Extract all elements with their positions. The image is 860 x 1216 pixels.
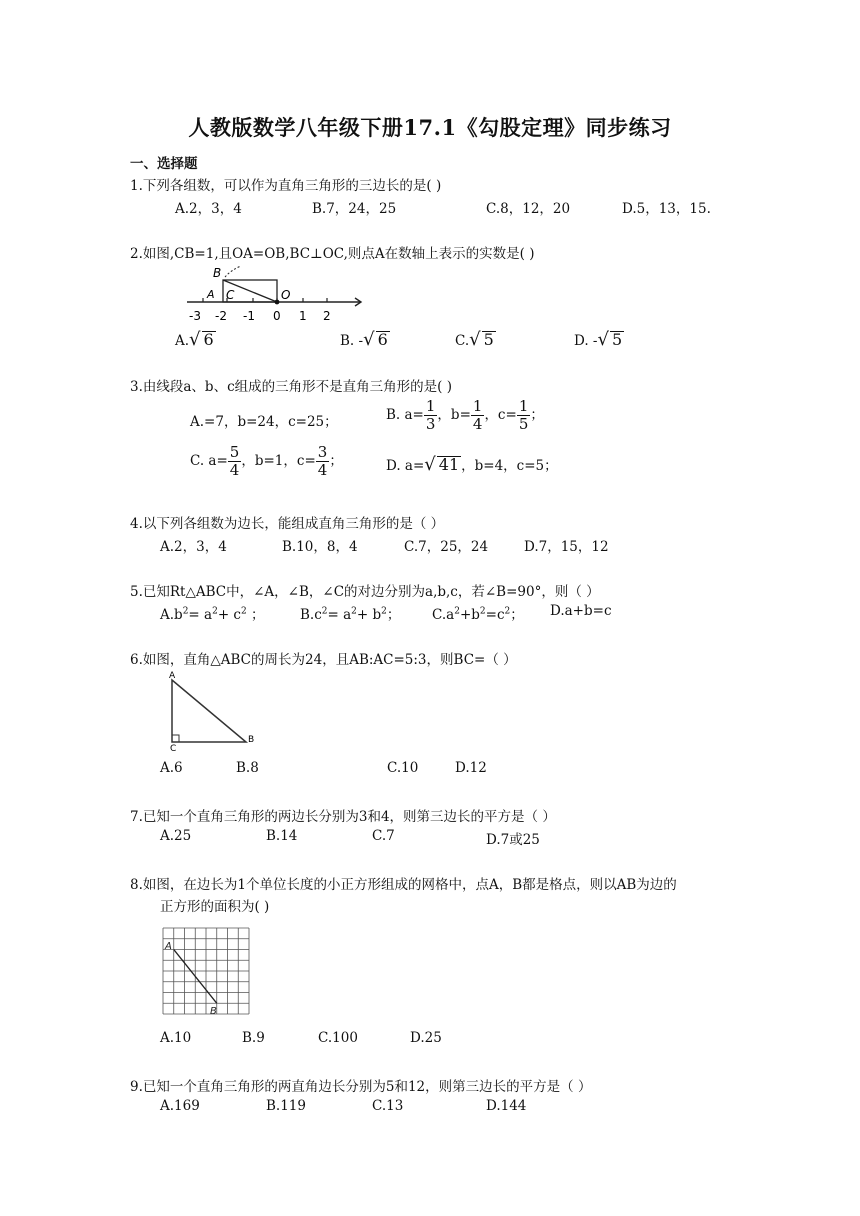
q5-option-d: D.a+b=c <box>550 603 612 619</box>
q2-option-c: C.√ 5 <box>455 329 494 350</box>
q3-option-c: C. a= $\frac{5}{4}$ ，b=1，c= $\frac{3}{4}$ ； <box>190 443 343 479</box>
q9-option-a: A.169 <box>160 1098 200 1114</box>
question-2-stem: 2.如图,CB=1,且OA=OB,BC⊥OC,则点A在数轴上表示的实数是( ) <box>130 246 535 262</box>
label-b: B <box>210 1006 217 1017</box>
grid-figure <box>160 925 252 1017</box>
question-3-stem: 3.由线段a、b、c组成的三角形不是直角三角形的是( ) <box>130 379 452 395</box>
q4-option-a: A.2，3，4 <box>160 539 227 555</box>
question-5-stem: 5.已知Rt△ABC中，∠A，∠B，∠C的对边分别为a,b,c，若∠B=90°，则（ ） <box>130 584 600 600</box>
q6-option-c: C.10 <box>387 760 419 776</box>
question-8-stem-line1: 8.如图，在边长为1个单位长度的小正方形组成的网格中，点A，B都是格点，则以AB为边的 <box>130 877 677 893</box>
tick-label: -1 <box>243 309 255 323</box>
q7-option-b: B.14 <box>266 828 298 844</box>
q7-option-a: A.25 <box>160 828 192 844</box>
label-b: B <box>213 266 222 280</box>
number-line-figure <box>185 262 365 328</box>
q2-option-d: D. -√ 5 <box>574 329 623 350</box>
tick-label: 1 <box>299 309 307 323</box>
tick-label: -2 <box>215 309 227 323</box>
tick-label: -3 <box>189 309 201 323</box>
q1-option-a: A.2，3，4 <box>175 201 242 217</box>
q5-option-c: $C.a^2+b^2=c^2$； <box>432 606 524 623</box>
label-o: O <box>281 288 291 302</box>
q3-option-a: A.=7，b=24，c=25； <box>190 414 338 430</box>
label-b: B <box>248 735 255 745</box>
q1-option-b: B.7，24，25 <box>312 201 397 217</box>
q8-option-a: A.10 <box>160 1030 192 1046</box>
label-a: A <box>207 288 215 301</box>
q2-option-a: A.√ 6 <box>175 329 214 350</box>
q3-option-b: B. a= $\frac{1}{3}$ ，b= $\frac{1}{4}$ ，c= $\frac{1}{5}$ ； <box>386 397 544 433</box>
question-4-stem: 4.以下列各组数为边长，能组成直角三角形的是（ ） <box>130 516 445 532</box>
page-title: 人教版数学八年级下册17.1《勾股定理》同步练习 <box>188 115 672 140</box>
q4-option-d: D.7，15，12 <box>524 539 609 555</box>
label-a: A <box>165 941 172 952</box>
tick-label: 2 <box>323 309 331 323</box>
q2-option-b: B. -√ 6 <box>340 329 388 350</box>
right-triangle-figure <box>162 668 262 754</box>
q3-option-d: D. a=√ 41 ，b=4，c=5； <box>386 454 558 475</box>
q8-option-b: B.9 <box>242 1030 265 1046</box>
q7-option-d: D.7或25 <box>486 832 540 848</box>
question-7-stem: 7.已知一个直角三角形的两边长分别为3和4，则第三边长的平方是（ ） <box>130 809 556 825</box>
tick-label: 0 <box>273 309 281 323</box>
q4-option-b: B.10，8，4 <box>282 539 358 555</box>
q5-option-a: $A.b^2= a^2+ c^2$ ； <box>160 606 265 623</box>
q7-option-c: C.7 <box>372 828 395 844</box>
q6-option-b: B.8 <box>236 760 259 776</box>
q6-option-d: D.12 <box>455 760 487 776</box>
q9-option-c: C.13 <box>372 1098 404 1114</box>
q9-option-b: B.119 <box>266 1098 306 1114</box>
question-1-stem: 1.下列各组数，可以作为直角三角形的三边长的是( ) <box>130 178 442 194</box>
label-c: C <box>226 288 235 302</box>
question-9-stem: 9.已知一个直角三角形的两直角边长分别为5和12，则第三边长的平方是（ ） <box>130 1079 592 1095</box>
question-6-stem: 6.如图，直角△ABC的周长为24，且AB:AC=5:3，则BC=（ ） <box>130 652 517 668</box>
label-c: C <box>170 744 177 754</box>
q8-option-c: C.100 <box>318 1030 358 1046</box>
q4-option-c: C.7，25，24 <box>404 539 489 555</box>
q8-option-d: D.25 <box>410 1030 442 1046</box>
label-a: A <box>169 671 176 681</box>
q6-option-a: A.6 <box>160 760 183 776</box>
section-heading: 一、选择题 <box>130 156 198 172</box>
q9-option-d: D.144 <box>486 1098 527 1114</box>
q1-option-d: D.5，13，15. <box>622 201 711 217</box>
question-8-stem-line2: 正方形的面积为( ) <box>160 899 270 915</box>
q1-option-c: C.8，12，20 <box>486 201 571 217</box>
q5-option-b: $B.c^2= a^2+ b^2$； <box>300 606 401 623</box>
